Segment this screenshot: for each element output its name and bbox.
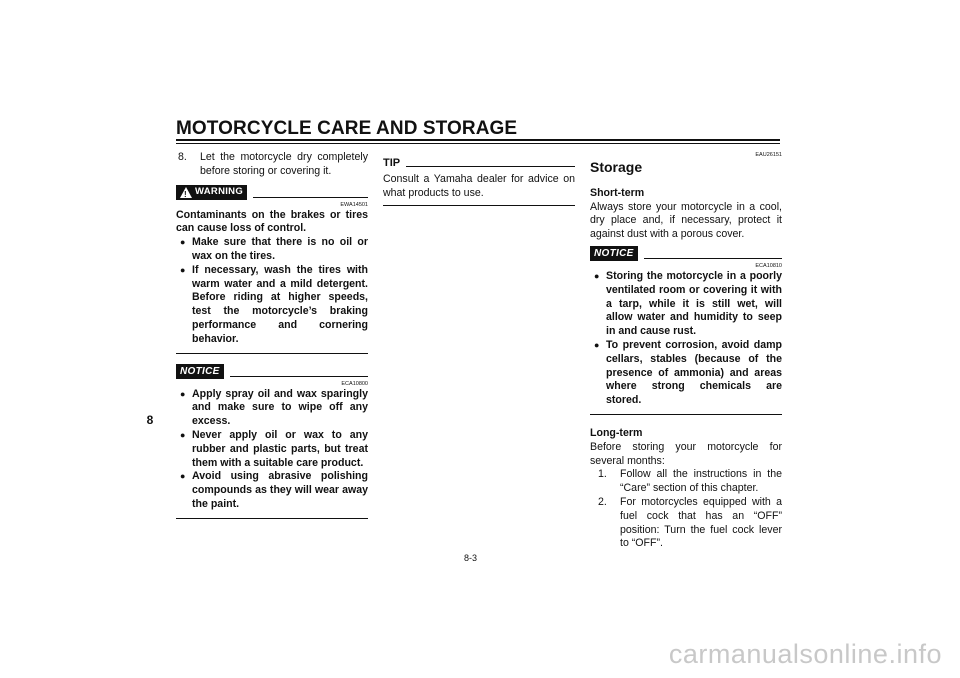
- bullet-text: To prevent corrosion, avoid damp cellars, stables (because of the presence of ammonia) and areas where strong chemicals are stored.: [606, 338, 782, 407]
- bullet-text: Apply spray oil and wax sparingly and make sure to wipe off any excess.: [192, 387, 368, 428]
- step-text: For motorcycles equipped with a fuel cock that has an “OFF” position: Turn the fuel cock lever to “OFF”.: [620, 495, 782, 550]
- warning-bullet: [176, 236, 368, 264]
- short-term-heading: Short-term: [590, 186, 645, 199]
- page-title: MOTORCYCLE CARE AND STORAGE: [176, 118, 518, 139]
- notice-end-rule: [176, 518, 368, 519]
- notice-badge: NOTICE: [590, 246, 638, 261]
- notice-bullet: [590, 270, 782, 339]
- page-number: 8-3: [464, 553, 478, 563]
- notice-bullet: [590, 339, 782, 408]
- short-term-text: Always store your motorcycle in a cool, dry place and, if necessary, protect it against dust with a porous cover.: [590, 200, 782, 241]
- column-right: [590, 150, 782, 551]
- tip-rule: [406, 166, 575, 167]
- warning-lead: Contaminants on the brakes or tires can cause loss of control.: [176, 208, 368, 235]
- bullet-text: Storing the motorcycle in a poorly ventilated room or covering it with a tarp, while it is still wet, will allow water and humidity to seep in and cause rust.: [606, 269, 782, 338]
- warning-end-rule: [176, 353, 368, 354]
- warning-code: EWA14501: [340, 201, 368, 208]
- long-term-text: Before storing your motorcycle for several months:: [590, 440, 782, 467]
- step-text: Follow all the instructions in the “Care” section of this chapter.: [620, 468, 782, 495]
- long-term-heading: Long-term: [590, 426, 643, 439]
- warning-label: WARNING: [195, 186, 244, 198]
- warning-header: [176, 185, 368, 200]
- warning-rule: [253, 197, 368, 198]
- step-number: 1.: [598, 468, 607, 481]
- notice-header: [176, 364, 368, 379]
- storage-heading: Storage: [590, 159, 643, 175]
- tip-header: [383, 156, 575, 171]
- bullet-dot-icon: ●: [180, 388, 186, 399]
- bullet-text: If necessary, wash the tires with warm water and a mild detergent. Before riding at higher speeds, test the motorcycle’s braking performance and cornering behavior.: [192, 263, 368, 345]
- long-term-step: [590, 496, 782, 551]
- bullet-text: Never apply oil or wax to any rubber and plastic parts, but treat them with a suitable care product.: [192, 428, 368, 469]
- notice-bullet: [176, 388, 368, 429]
- notice-badge: NOTICE: [176, 364, 224, 379]
- storage-code: EAU26151: [755, 152, 782, 158]
- bullet-dot-icon: ●: [180, 429, 186, 440]
- notice-header: [590, 246, 782, 261]
- notice-end-rule: [590, 414, 782, 415]
- column-middle: [383, 156, 575, 206]
- notice-rule: [230, 376, 368, 377]
- bullet-text: Avoid using abrasive polishing compounds as they will wear away the paint.: [192, 470, 368, 510]
- bullet-dot-icon: ●: [594, 270, 600, 281]
- step-number: 8.: [178, 151, 187, 163]
- long-term-step: [590, 468, 782, 496]
- notice-rule: [644, 258, 782, 259]
- warning-bullet: [176, 264, 368, 347]
- notice-bullet: [176, 429, 368, 470]
- notice-bullet: [176, 470, 368, 511]
- step-text: Let the motorcycle dry completely before storing or covering it.: [200, 151, 368, 177]
- title-rule: [176, 139, 780, 141]
- bullet-text: Make sure that there is no oil or wax on the tires.: [192, 236, 368, 262]
- bullet-dot-icon: ●: [594, 339, 600, 350]
- notice-code: ECA10810: [755, 262, 782, 269]
- warning-triangle-icon: [180, 187, 192, 198]
- tip-label: TIP: [383, 156, 401, 169]
- title-rule-thin: [176, 143, 780, 144]
- chapter-tab: 8: [146, 413, 154, 427]
- step-8: [176, 151, 368, 179]
- notice-code: ECA10800: [341, 380, 368, 387]
- bullet-dot-icon: ●: [180, 264, 186, 275]
- tip-end-rule: [383, 205, 575, 206]
- tip-text: Consult a Yamaha dealer for advice on what products to use.: [383, 173, 575, 199]
- bullet-dot-icon: ●: [180, 471, 186, 482]
- watermark: carmanualsonline.info: [668, 639, 942, 669]
- warning-badge: [176, 185, 247, 200]
- step-number: 2.: [598, 495, 607, 508]
- column-left: [176, 151, 368, 519]
- bullet-dot-icon: ●: [180, 237, 186, 248]
